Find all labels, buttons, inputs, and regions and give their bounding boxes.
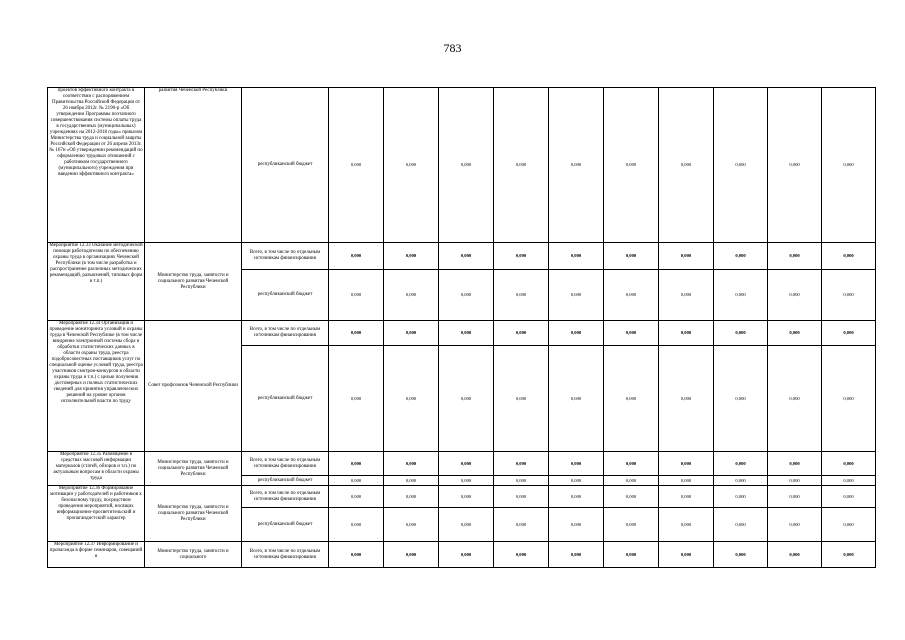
amount-cell: 0,000 — [329, 243, 384, 270]
amount-cell: 0,000 — [549, 321, 604, 346]
table-row — [48, 243, 876, 270]
amount-cell: 0,000 — [494, 452, 549, 476]
amount-cell: 0,000 — [822, 508, 876, 542]
activity-cell: проектов эффективного контракта в соответствии с распоряжением Правительства Российской Федерации от 26 ноября 2012г. № 2190-р «Об утверждении Программы поэтапного совершенствования системы оплаты труда в государственных (муниципальных) учреждениях на 2012-2018 годы» приказом Министерства труда и социальной защиты Российской Федерации от 26 апреля 2013г. № 167н «Об утверждении рекомендаций по оформлению трудовых отношений с работником государственного (муниципального) учреждения при введении эффективного контракта» — [48, 88, 145, 243]
amount-cell: 0,000 — [329, 486, 384, 508]
amount-cell: 0,000 — [329, 346, 384, 452]
funding-source-cell: республиканский бюджет — [242, 346, 329, 452]
amount-cell: 0,000 — [768, 476, 822, 486]
page-number: 783 — [443, 41, 462, 55]
amount-cell: 0,000 — [822, 476, 876, 486]
amount-cell: 0,000 — [439, 508, 494, 542]
amount-cell: 0,000 — [714, 270, 768, 321]
activity-cell: Мероприятие 12.33 Оказание методической помощи работодателям по обеспечению охраны труда в организациях Чеченской Республики (в том числе разработка и распространение различных методических рекомендаций, разъяснений, типовых форм и т.п.) — [48, 243, 145, 321]
amount-cell: 0,000 — [604, 270, 659, 321]
amount-cell: 0,000 — [494, 476, 549, 486]
amount-cell: 0,000 — [549, 452, 604, 476]
funding-source-cell: Всего, в том числе по отдельным источникам финансирования — [242, 321, 329, 346]
amount-cell: 0,000 — [604, 542, 659, 568]
table-row — [48, 486, 876, 508]
executor-cell: развития Чеченской Республики — [145, 88, 242, 243]
amount-cell: 0,000 — [822, 243, 876, 270]
amount-cell: 0,000 — [659, 508, 714, 542]
amount-cell: 0,000 — [384, 486, 439, 508]
amount-cell: 0,000 — [768, 486, 822, 508]
amount-cell: 0,000 — [549, 270, 604, 321]
amount-cell: 0,000 — [714, 452, 768, 476]
activity-cell: Мероприятие 12.36 Формирование мотивации у работодателей и работников к безопасному труду, посредством проведения мероприятий, носящих информационно-просветительский и пропагандистский характер — [48, 486, 145, 542]
amount-cell: 0,000 — [714, 542, 768, 568]
amount-cell: 0,000 — [714, 346, 768, 452]
table-body — [48, 88, 876, 568]
funding-source-cell: республиканский бюджет — [242, 88, 329, 243]
amount-cell: 0,000 — [384, 476, 439, 486]
activity-cell: Мероприятие 12.35 Размещение в средствах массовой информации материалов (статей, обзоров и т.п.) по актуальным вопросам в области охраны труда — [48, 452, 145, 486]
amount-cell: 0,000 — [604, 321, 659, 346]
amount-cell: 0,000 — [329, 452, 384, 476]
amount-cell: 0,000 — [439, 243, 494, 270]
amount-cell: 0,000 — [768, 88, 822, 243]
executor-cell: Министерство труда, занятости и социального развития Чеченской Республики — [145, 243, 242, 321]
amount-cell: 0,000 — [549, 88, 604, 243]
activity-cell: Мероприятие 12.37 Информирование и пропаганда в форме семинаров, совещаний и — [48, 542, 145, 568]
amount-cell: 0,000 — [604, 508, 659, 542]
amount-cell: 0,000 — [439, 452, 494, 476]
amount-cell: 0,000 — [659, 270, 714, 321]
amount-cell: 0,000 — [384, 270, 439, 321]
amount-cell: 0,000 — [714, 321, 768, 346]
amount-cell: 0,000 — [439, 270, 494, 321]
amount-cell: 0,000 — [714, 88, 768, 243]
amount-cell: 0,000 — [439, 321, 494, 346]
amount-cell: 0,000 — [439, 476, 494, 486]
amount-cell: 0,000 — [822, 452, 876, 476]
amount-cell: 0,000 — [714, 508, 768, 542]
funding-source-cell: республиканский бюджет — [242, 508, 329, 542]
amount-cell: 0,000 — [659, 346, 714, 452]
amount-cell: 0,000 — [549, 542, 604, 568]
funding-source-cell: республиканский бюджет — [242, 476, 329, 486]
amount-cell: 0,000 — [604, 452, 659, 476]
amount-cell: 0,000 — [604, 476, 659, 486]
amount-cell: 0,000 — [494, 270, 549, 321]
amount-cell: 0,000 — [384, 508, 439, 542]
amount-cell: 0,000 — [659, 486, 714, 508]
funding-source-cell: Всего, в том числе по отдельным источникам финансирования — [242, 542, 329, 568]
table-row — [48, 321, 876, 346]
amount-cell: 0,000 — [439, 486, 494, 508]
amount-cell: 0,000 — [768, 452, 822, 476]
amount-cell: 0,000 — [604, 486, 659, 508]
table-row — [48, 452, 876, 476]
amount-cell: 0,000 — [494, 346, 549, 452]
amount-cell: 0,000 — [329, 88, 384, 243]
amount-cell: 0,000 — [549, 508, 604, 542]
amount-cell: 0,000 — [439, 88, 494, 243]
amount-cell: 0,000 — [714, 486, 768, 508]
amount-cell: 0,000 — [714, 476, 768, 486]
funding-source-cell: Всего, в том числе по отдельным источникам финансирования — [242, 243, 329, 270]
amount-cell: 0,000 — [494, 243, 549, 270]
amount-cell: 0,000 — [768, 243, 822, 270]
amount-cell: 0,000 — [822, 346, 876, 452]
amount-cell: 0,000 — [549, 243, 604, 270]
amount-cell: 0,000 — [822, 270, 876, 321]
amount-cell: 0,000 — [714, 243, 768, 270]
amount-cell: 0,000 — [822, 542, 876, 568]
amount-cell: 0,000 — [768, 270, 822, 321]
amount-cell: 0,000 — [659, 542, 714, 568]
amount-cell: 0,000 — [439, 346, 494, 452]
amount-cell: 0,000 — [768, 542, 822, 568]
amount-cell: 0,000 — [494, 321, 549, 346]
amount-cell: 0,000 — [822, 486, 876, 508]
budget-table — [47, 87, 876, 568]
amount-cell: 0,000 — [384, 542, 439, 568]
executor-cell: Министерство труда, занятости и социального — [145, 542, 242, 568]
amount-cell: 0,000 — [384, 321, 439, 346]
table-row — [48, 88, 876, 243]
amount-cell: 0,000 — [439, 542, 494, 568]
activity-cell: Мероприятие 12.34 Организация и проведение мониторинга условий и охраны труда в Чеченской Республике (в том числе внедрение электронной системы сбора и обработки статистических данных в области охраны труда, реестра подобросовестных поставщиков услуг по специальной оценке условий труда, реестра участников смотров-конкурсов в области охраны труда и т.п.) с целью получения достоверных и полных статистических сведений для принятия управленческих решений на уровне органов исполнительной власти по труду — [48, 321, 145, 452]
amount-cell: 0,000 — [494, 88, 549, 243]
amount-cell: 0,000 — [768, 346, 822, 452]
executor-cell: Министерство труда, занятости и социального развития Чеченской Республики — [145, 486, 242, 542]
executor-cell: Министерство труда, занятости и социального развития Чеченской Республики — [145, 452, 242, 486]
amount-cell: 0,000 — [549, 346, 604, 452]
amount-cell: 0,000 — [604, 346, 659, 452]
amount-cell: 0,000 — [604, 243, 659, 270]
amount-cell: 0,000 — [659, 476, 714, 486]
funding-source-cell: республиканский бюджет — [242, 270, 329, 321]
amount-cell: 0,000 — [384, 243, 439, 270]
amount-cell: 0,000 — [659, 243, 714, 270]
amount-cell: 0,000 — [329, 542, 384, 568]
amount-cell: 0,000 — [329, 508, 384, 542]
amount-cell: 0,000 — [494, 508, 549, 542]
amount-cell: 0,000 — [604, 88, 659, 243]
funding-source-cell: Всего, в том числе по отдельным источникам финансирования — [242, 452, 329, 476]
executor-cell: Совет профсоюзов Чеченской Республики — [145, 321, 242, 452]
amount-cell: 0,000 — [768, 508, 822, 542]
amount-cell: 0,000 — [659, 452, 714, 476]
table-row — [48, 542, 876, 568]
amount-cell: 0,000 — [768, 321, 822, 346]
funding-source-cell: Всего, в том числе по отдельным источникам финансирования — [242, 486, 329, 508]
amount-cell: 0,000 — [659, 321, 714, 346]
amount-cell: 0,000 — [329, 321, 384, 346]
amount-cell: 0,000 — [329, 270, 384, 321]
amount-cell: 0,000 — [659, 88, 714, 243]
amount-cell: 0,000 — [384, 452, 439, 476]
amount-cell: 0,000 — [384, 88, 439, 243]
amount-cell: 0,000 — [329, 476, 384, 486]
amount-cell: 0,000 — [384, 346, 439, 452]
amount-cell: 0,000 — [549, 486, 604, 508]
amount-cell: 0,000 — [822, 88, 876, 243]
amount-cell: 0,000 — [494, 486, 549, 508]
amount-cell: 0,000 — [549, 476, 604, 486]
amount-cell: 0,000 — [494, 542, 549, 568]
amount-cell: 0,000 — [822, 321, 876, 346]
